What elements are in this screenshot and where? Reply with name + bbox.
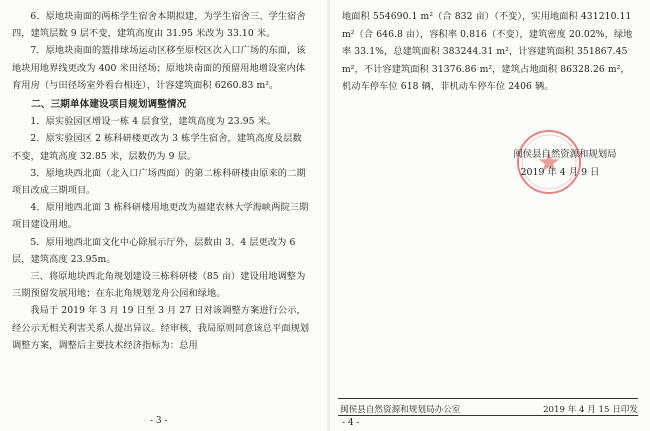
right-page-body: 地面积 554690.1 m²（合 832 亩）（不变），实用地面积 431210.11 m²（合 646.8 亩），容积率 0.816（不变），建筑密度 20.02%，绿地率 33.1%，总建筑面积 383244.31 m²，计容建筑面积 351867.45 m²，不计容建筑面积 31376.86 m²，建筑占地面积 86328.26 m²，机动车停车位 618 辆，非机动车停车位 2406 辆。 — [342, 11, 633, 93]
paragraph-phase3-item-1: 1．原实验园区增设一栋 4 层食堂，建筑高度为 23.95 米。 — [30, 116, 277, 128]
section-heading: 二、三期单体建设项目规划调整情况 — [31, 99, 187, 111]
footer-line — [340, 403, 638, 415]
paragraph-item-7: 7．原地块南面的篮排球场运动区移至原校区次入口广场的东面，该地块用地界线更改为 400 米田径场；原地块南面的预留用地增设室内体育用房（与田径场室外看台相连），计容建筑面积 6260.83 m²。 — [12, 45, 306, 91]
page-number-right: - 4 - — [342, 418, 360, 428]
footer-bottom-rule — [338, 415, 638, 416]
footer-issuing-office: 闽侯县自然资源和规划局办公室 — [340, 405, 461, 415]
paragraph-approval: 我局于 2019 年 3 月 19 日至 3 月 27 日对该调整方案进行公示，经公示无相关利害关系人提出异议。经审核，我局原则同意该总平面规划调整方案，调整后主要技术经济指标为：总用 — [12, 305, 310, 351]
signature-organization: 闽侯县自然资源和规划局 — [513, 149, 617, 160]
page-number-left: - 3 - — [150, 416, 168, 426]
paragraph-phase3-item-4: 4．原用地西北面 3 栋科研楼用地更改为福建农林大学海峡两院三期项目建设用地。 — [12, 202, 309, 231]
paragraph-section-three: 三、将原地块西北角规划建设三栋科研楼（85 亩）建设用地调整为三期预留发展用地；在东北角规划龙舟公园和绿地。 — [12, 271, 306, 300]
paragraph-phase3-item-2: 2．原实验园区 2 栋科研楼更改为 3 栋学生宿舍，建筑高度及层数不变，建筑高度 32.85 米，层数仍为 9 层。 — [12, 133, 302, 162]
signature-date: 2019 年 4 月 9 日 — [520, 167, 600, 178]
paragraph-item-6: 6．原地块南面的两栋学生宿舍本期拟建，为学生宿舍三、学生宿舍四，建筑层数 9 层不变，建筑高度由 31.95 米改为 33.10 米。 — [12, 11, 306, 40]
footer-top-rule — [338, 398, 638, 399]
footer-issue-date: 2019 年 4 月 15 日印发 — [543, 405, 638, 415]
official-seal-icon — [515, 128, 583, 196]
left-page-body — [12, 8, 310, 354]
paragraph-phase3-item-5: 5．原用地西北面文化中心除展示厅外，层数由 3、4 层更改为 6 层，建筑高度 23.95m。 — [12, 236, 296, 265]
right-page — [330, 0, 650, 431]
paragraph-phase3-item-3: 3．原地块西北面（北入口广场西面）的第二栋科研楼由原来的二期项目改成三期项目。 — [12, 167, 306, 197]
